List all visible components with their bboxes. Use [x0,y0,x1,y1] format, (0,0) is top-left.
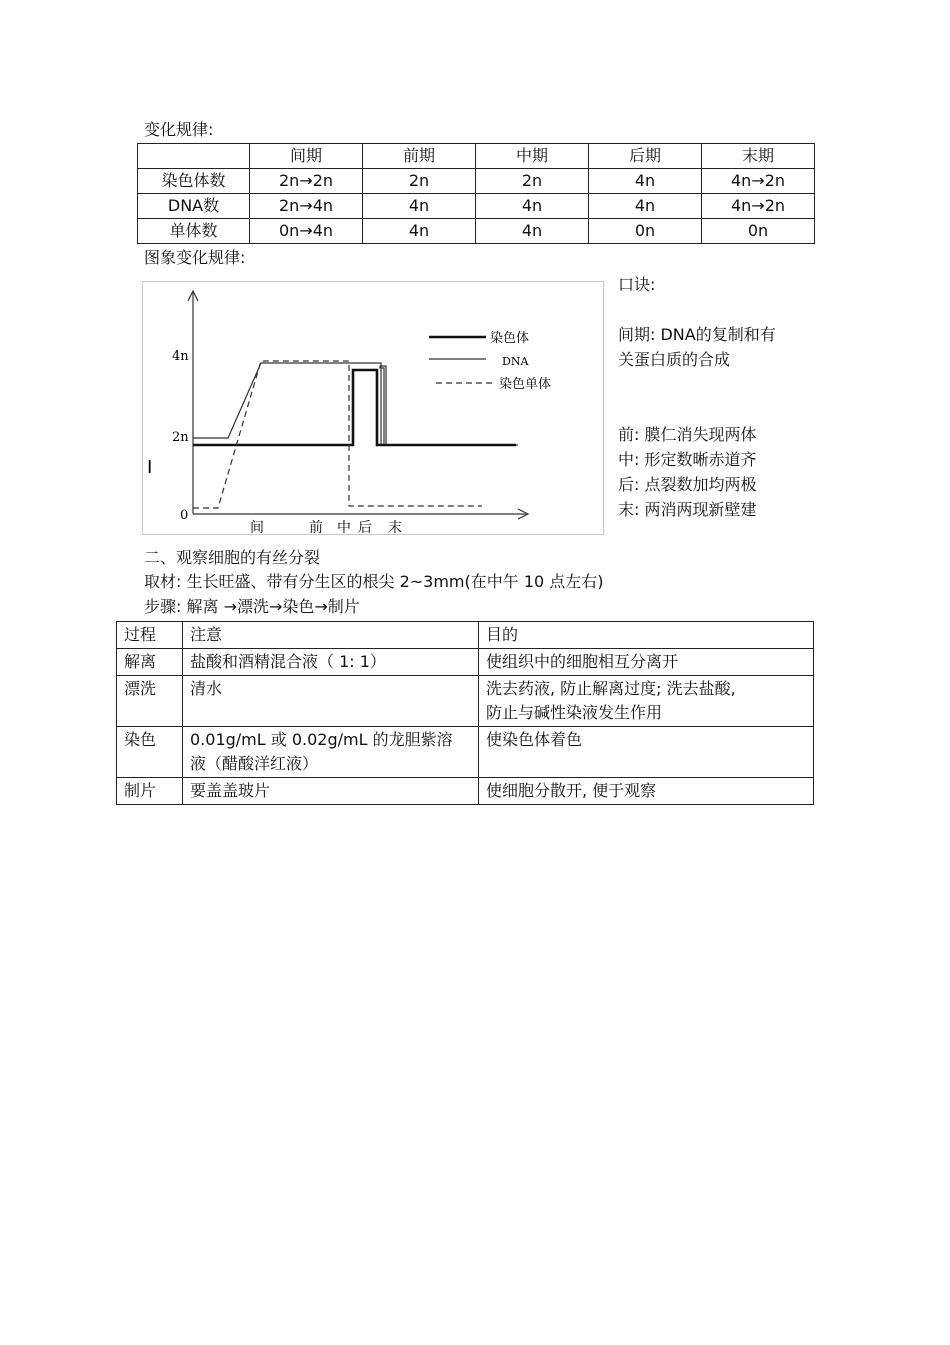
note-line: 液（醋酸洋红液） [190,754,319,773]
table-cell: 4n [589,169,702,194]
legend-label: 染色单体 [499,377,552,392]
procedure-table [116,621,814,805]
note-cell [183,727,479,778]
mnemonic-phase-line: 前: 膜仁消失现两体 [618,425,757,444]
purpose-cell [479,727,814,778]
table-cell: 2n [476,169,589,194]
note-cell [183,676,479,727]
x-tick-label: 间 [250,520,264,535]
purpose-line: 使细胞分散开, 便于观察 [486,781,657,800]
note-line: 0.01g/mL 或 0.02g/mL 的龙胆紫溶 [190,730,453,749]
table-header-cell: 末期 [702,144,815,169]
note-line: 要盖盖玻片 [190,781,271,800]
material-line: 取材: 生长旺盛、带有分生区的根尖 2~3mm(在中午 10 点左右) [144,572,604,591]
table-row [138,219,815,244]
table-header-cell: 后期 [589,144,702,169]
legend-label: DNA [502,355,529,368]
table-cell: 2n→2n [250,169,363,194]
table-row [138,169,815,194]
step-cell: 染色 [117,727,183,778]
note-cell [183,649,479,676]
mnemonic-phase-line: 末: 两消两现新壁建 [618,500,757,519]
note-line: 盐酸和酒精混合液（ 1: 1） [190,652,386,671]
purpose-line: 使组织中的细胞相互分离开 [486,652,679,671]
step-cell: 制片 [117,778,183,805]
stray-mark: I [147,457,153,478]
table-row [117,676,814,727]
mnemonic-block [618,272,818,522]
note-cell [183,778,479,805]
table-cell: 0n [702,219,815,244]
table-cell: 4n [363,194,476,219]
legend-label: 染色体 [490,331,530,346]
mitosis-chart [142,281,604,535]
table-cell: 4n [476,219,589,244]
y-tick-label: 4n [172,349,189,364]
table-row [138,194,815,219]
row-label: DNA数 [138,194,250,219]
table-row [117,727,814,778]
purpose-cell [479,649,814,676]
steps-line: 步骤: 解离 →漂洗→染色→制片 [144,597,360,616]
table-cell: 4n [589,194,702,219]
table-cell: 4n→2n [702,169,815,194]
step-cell: 漂洗 [117,676,183,727]
x-tick-label: 中 [337,520,351,535]
table-cell: 0n→4n [250,219,363,244]
purpose-cell [479,778,814,805]
table-header-cell: 过程 [117,622,183,649]
table-header-row [117,622,814,649]
section-label-image-rules: 图象变化规律: [144,248,246,267]
section-label-change-rules: 变化规律: [144,120,214,139]
row-label: 单体数 [138,219,250,244]
mnemonic-phase-line: 后: 点裂数加均两极 [618,475,757,494]
table-cell: 4n→2n [702,194,815,219]
chart-frame [143,282,604,535]
row-label: 染色体数 [138,169,250,194]
mnemonic-interphase-line: 间期: DNA的复制和有 [618,325,776,344]
table-cell: 0n [589,219,702,244]
section-heading-observe-mitosis: 二、观察细胞的有丝分裂 [144,548,321,567]
mnemonic-interphase-line: 关蛋白质的合成 [618,350,731,369]
table-row [117,649,814,676]
table-header-row [138,144,815,169]
x-tick-label: 后 [358,520,372,535]
series-line-dna [193,363,518,445]
table-cell: 2n→4n [250,194,363,219]
table-header-cell: 间期 [250,144,363,169]
table-cell: 2n [363,169,476,194]
note-line: 清水 [190,679,223,698]
table-header-cell: 中期 [476,144,589,169]
chart-svg [142,281,604,535]
table-cell: 4n [363,219,476,244]
purpose-line: 洗去药液, 防止解离过度; 洗去盐酸, [486,679,736,698]
step-cell: 解离 [117,649,183,676]
table-header-cell: 目的 [479,622,814,649]
purpose-line: 防止与碱性染液发生作用 [486,703,663,722]
table-row [117,778,814,805]
change-rules-table [137,143,815,244]
y-tick-label: 0 [180,508,189,523]
purpose-cell [479,676,814,727]
table-header-cell: 注意 [183,622,479,649]
x-tick-label: 前 [309,520,323,535]
table-cell: 4n [476,194,589,219]
table-header-cell [138,144,250,169]
x-tick-label: 末 [388,520,402,535]
mnemonic-phase-line: 中: 形定数晰赤道齐 [618,450,757,469]
purpose-line: 使染色体着色 [486,730,583,749]
y-tick-label: 2n [172,430,189,445]
mnemonic-title: 口诀: [618,275,656,294]
table-header-cell: 前期 [363,144,476,169]
